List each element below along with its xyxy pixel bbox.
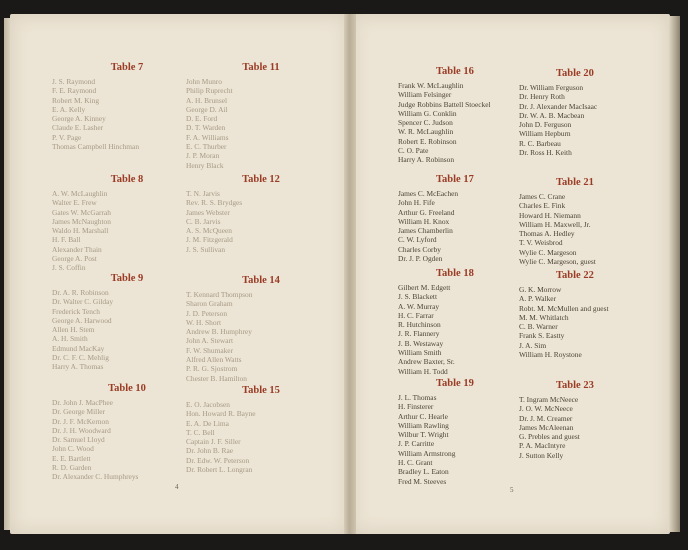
guest-name: Thomas A. Hedley <box>519 229 575 239</box>
guest-name: F. A. Williams <box>186 132 229 142</box>
guest-name: Alfred Allen Watts <box>186 355 242 365</box>
guest-name: John H. Fife <box>398 198 435 208</box>
guest-name: Spencer C. Judson <box>398 118 453 128</box>
guest-name: Rev. R. S. Brydges <box>186 198 243 208</box>
guest-name: Howard H. Niemann <box>519 210 581 220</box>
table-title: Table 7 <box>110 62 144 73</box>
guest-name: R. C. Barbeau <box>519 138 561 148</box>
guest-name: Frederick Tench <box>52 306 100 316</box>
guest-name: William Hepburn <box>519 129 571 139</box>
guest-name: James C. Crane <box>519 192 566 201</box>
guest-name: Dr. C. F. C. Mehlig <box>52 353 109 363</box>
table-block <box>398 268 516 376</box>
guest-name: T. N. Jarvis <box>186 189 220 198</box>
guest-name: Charles E. Fink <box>519 201 566 211</box>
guest-name: Dr. J. M. Creamer <box>519 413 573 423</box>
guest-name: Gates W. McGarrah <box>52 207 111 217</box>
guest-name: J. D. Peterson <box>186 308 228 318</box>
guest-name: Dr. Robert L. Longran <box>186 465 253 475</box>
guest-name: Captain J. F. Siller <box>186 437 241 447</box>
table-title: Table 11 <box>242 62 280 73</box>
table-title: Table 20 <box>556 68 594 79</box>
guest-name: J. Sutton Kelly <box>519 450 564 460</box>
guest-list <box>398 81 516 165</box>
guest-name: Dr. A. R. Robinson <box>52 288 109 297</box>
guest-name: C. O. Pate <box>398 146 429 156</box>
table-title: Table 12 <box>242 174 280 185</box>
guest-name: T. V. Weisbrod <box>519 238 563 248</box>
table-title: Table 22 <box>556 270 594 281</box>
guest-name: G. K. Morrow <box>519 285 562 294</box>
guest-name: Robert E. Robinson <box>398 136 457 146</box>
guest-name: Edmund MacKay <box>52 343 105 353</box>
guest-name: Dr. Samuel Lloyd <box>52 435 105 445</box>
guest-name: F. E. Raymond <box>52 86 97 96</box>
guest-name: Chester B. Hamilton <box>186 373 247 383</box>
guest-name: William Smith <box>398 348 442 358</box>
guest-name: P. V. Page <box>52 132 82 142</box>
guest-name: William Felsinger <box>398 90 452 100</box>
guest-name: Wylie C. Margeson <box>519 247 577 257</box>
guest-name: Fred M. Steeves <box>398 476 447 486</box>
guest-name: E. O. Jacobsen <box>186 400 230 409</box>
guest-name: Dr. Henry Roth <box>519 92 565 102</box>
guest-name: Walter E. Frew <box>52 198 97 208</box>
guest-name: A. H. Brunsel <box>186 95 228 105</box>
guest-list <box>186 400 336 474</box>
guest-name: G. Prebles and guest <box>519 432 580 442</box>
table-block <box>52 383 202 482</box>
guest-name: Frank W. McLaughlin <box>398 81 464 90</box>
guest-name: Dr. J. P. Ogden <box>398 254 443 264</box>
table-title: Table 17 <box>436 174 474 185</box>
guest-name: Andrew Baxter, Sr. <box>398 357 455 367</box>
guest-list <box>519 395 659 460</box>
guest-name: J. R. Flannery <box>398 329 440 339</box>
guest-name: George A. Harwood <box>52 315 112 325</box>
guest-name: J. L. Thomas <box>398 393 437 402</box>
guest-name: George A. Post <box>52 254 97 264</box>
guest-name: Bradley L. Eaton <box>398 467 449 477</box>
guest-name: Dr. John B. Rae <box>186 446 234 456</box>
guest-name: W. H. Short <box>186 317 222 327</box>
guest-name: A. W. McLaughlin <box>52 189 108 198</box>
guest-name: Allen H. Stem <box>52 325 95 335</box>
guest-list <box>186 77 336 170</box>
guest-name: Thomas Campbell Hinchman <box>52 142 140 152</box>
guest-list <box>52 288 202 372</box>
guest-name: William H. Maxwell, Jr. <box>519 219 591 229</box>
guest-name: H. C. Farrar <box>398 310 434 320</box>
guest-name: T. C. Bell <box>186 427 215 437</box>
guest-name: Harry A. Robinson <box>398 155 455 165</box>
table-title: Table 15 <box>242 385 280 396</box>
guest-name: E. A. Kelly <box>52 104 86 114</box>
guest-name: William Rawling <box>398 420 449 430</box>
guest-name: A. H. Smith <box>52 334 88 344</box>
guest-name: James McNaughton <box>52 216 111 226</box>
right-page-edges <box>668 16 680 532</box>
guest-name: F. W. Shumaker <box>186 345 234 355</box>
guest-name: Dr. Ross H. Keith <box>519 148 572 158</box>
gutter <box>344 14 356 534</box>
guest-name: H. C. Grant <box>398 458 433 468</box>
guest-name: Frank S. Eastty <box>519 331 565 341</box>
guest-name: E. A. De Lima <box>186 418 229 428</box>
guest-name: J. S. Raymond <box>52 77 96 86</box>
guest-name: M. M. Whitlatch <box>519 312 569 322</box>
guest-name: E. C. Thurber <box>186 142 227 152</box>
guest-name: A. W. Murray <box>398 301 440 311</box>
guest-name: Dr. J. H. Woodward <box>52 425 111 435</box>
table-block <box>186 174 336 254</box>
guest-name: C. W. Lyford <box>398 235 437 245</box>
guest-list <box>52 189 202 273</box>
guest-list <box>186 290 336 383</box>
guest-name: William H. Knox <box>398 216 450 226</box>
guest-name: Gilbert M. Edgett <box>398 283 451 292</box>
table-title: Table 9 <box>110 273 144 284</box>
guest-name: J. S. Blackett <box>398 292 438 302</box>
guest-list <box>519 192 659 266</box>
page-number: 4 <box>175 483 179 491</box>
guest-name: P. A. MacIntyre <box>519 441 566 451</box>
guest-name: William H. Todd <box>398 366 448 376</box>
guest-name: C. B. Jarvis <box>186 216 221 226</box>
guest-name: T. Ingram McNeece <box>519 395 579 404</box>
guest-name: Dr. Alexander C. Humphreys <box>52 472 139 482</box>
guest-name: Arthur G. Freeland <box>398 207 455 217</box>
guest-name: James C. McEachen <box>398 189 459 198</box>
table-block <box>519 270 659 359</box>
guest-name: William H. Roystone <box>519 350 582 360</box>
guest-name: H. F. Ball <box>52 235 81 245</box>
guest-name: Dr. W. A. B. Macbean <box>519 110 585 120</box>
table-block <box>398 174 516 263</box>
guest-name: Claude E. Lasher <box>52 123 104 133</box>
guest-name: George D. Ail <box>186 104 228 114</box>
guest-name: Wylie C. Margeson, guest <box>519 257 596 267</box>
guest-name: Dr. John J. MacPhee <box>52 398 113 407</box>
guest-name: T. Kennard Thompson <box>186 290 253 299</box>
guest-name: J. S. Coffin <box>52 263 86 273</box>
guest-name: Henry Black <box>186 160 224 170</box>
table-title: Table 21 <box>556 177 594 188</box>
guest-name: W. R. McLaughlin <box>398 127 454 137</box>
guest-name: Dr. William Ferguson <box>519 83 584 92</box>
guest-name: A. P. Walker <box>519 294 557 304</box>
guest-name: Dr. George Miller <box>52 407 106 417</box>
guest-name: A. S. McQueen <box>186 226 232 236</box>
guest-name: J. P. Carritte <box>398 439 435 449</box>
guest-name: William G. Conklin <box>398 108 457 118</box>
table-title: Table 8 <box>110 174 144 185</box>
guest-name: James Chamberlin <box>398 226 453 236</box>
guest-name: J. M. Fitzgerald <box>186 235 233 245</box>
guest-list <box>519 285 659 359</box>
table-title: Table 19 <box>436 378 474 389</box>
guest-name: James McAleenan <box>519 422 574 432</box>
guest-name: C. B. Warner <box>519 322 558 332</box>
guest-name: J. B. Westaway <box>398 338 444 348</box>
table-block <box>52 62 202 151</box>
guest-name: Robert M. King <box>52 95 100 105</box>
guest-list <box>398 189 516 263</box>
table-block <box>519 177 659 266</box>
guest-name: Dr. J. F. McKernon <box>52 416 109 426</box>
guest-name: John C. Wood <box>52 444 94 454</box>
guest-name: Arthur C. Hearle <box>398 411 448 421</box>
guest-name: William Armstrong <box>398 448 456 458</box>
table-title: Table 14 <box>242 275 280 286</box>
guest-name: D. T. Warden <box>186 123 226 133</box>
guest-name: R. Hutchinson <box>398 320 441 330</box>
guest-name: George A. Kinney <box>52 114 106 124</box>
guest-name: Robt. M. McMullen and guest <box>519 303 609 313</box>
guest-name: Dr. Edw. W. Peterson <box>186 455 250 465</box>
table-block <box>52 174 202 273</box>
guest-name: Judge Robbins Battell Stoeckel <box>398 99 491 109</box>
guest-name: Sharon Graham <box>186 299 233 309</box>
guest-name: John D. Ferguson <box>519 120 572 130</box>
table-block <box>519 68 659 157</box>
guest-name: D. E. Ford <box>186 114 218 124</box>
guest-name: Philip Ruprecht <box>186 86 233 96</box>
guest-name: J. P. Moran <box>186 151 220 161</box>
guest-name: John Munro <box>186 77 222 86</box>
guest-list <box>519 83 659 157</box>
guest-name: J. S. Sullivan <box>186 244 226 254</box>
guest-name: Dr. Walter C. Gilday <box>52 297 114 307</box>
guest-name: Charles Corby <box>398 244 441 254</box>
table-title: Table 10 <box>108 383 146 394</box>
guest-list <box>186 189 336 254</box>
table-title: Table 18 <box>436 268 474 279</box>
guest-name: Harry A. Thomas <box>52 362 104 372</box>
guest-name: Andrew B. Humphrey <box>186 327 252 337</box>
table-title: Table 16 <box>436 66 474 77</box>
table-block <box>398 66 516 165</box>
guest-list <box>398 283 516 376</box>
guest-list <box>52 77 202 151</box>
page-number: 5 <box>510 486 514 494</box>
table-block <box>186 385 336 474</box>
guest-list <box>52 398 202 482</box>
guest-name: H. Finsterer <box>398 402 434 412</box>
guest-name: Alexander Thain <box>52 244 102 254</box>
guest-name: Dr. J. Alexander MacIsaac <box>519 101 598 111</box>
guest-name: P. R. G. Sjostrom <box>186 364 238 374</box>
guest-name: Wilbur T. Wright <box>398 430 449 440</box>
table-title: Table 23 <box>556 380 594 391</box>
table-block <box>52 273 202 372</box>
table-block <box>519 380 659 460</box>
guest-name: E. E. Bartlett <box>52 453 91 463</box>
guest-name: J. O. W. McNeece <box>519 404 573 414</box>
guest-name: Waldo H. Marshall <box>52 226 109 236</box>
guest-name: James Webster <box>186 207 230 217</box>
guest-name: R. D. Garden <box>52 463 92 473</box>
guest-name: Hon. Howard R. Bayne <box>186 409 256 419</box>
table-block <box>398 378 516 486</box>
guest-name: John A. Stewart <box>186 336 234 346</box>
table-block <box>186 275 336 383</box>
table-block <box>186 62 336 170</box>
guest-name: J. A. Sim <box>519 340 547 350</box>
guest-list <box>398 393 516 486</box>
